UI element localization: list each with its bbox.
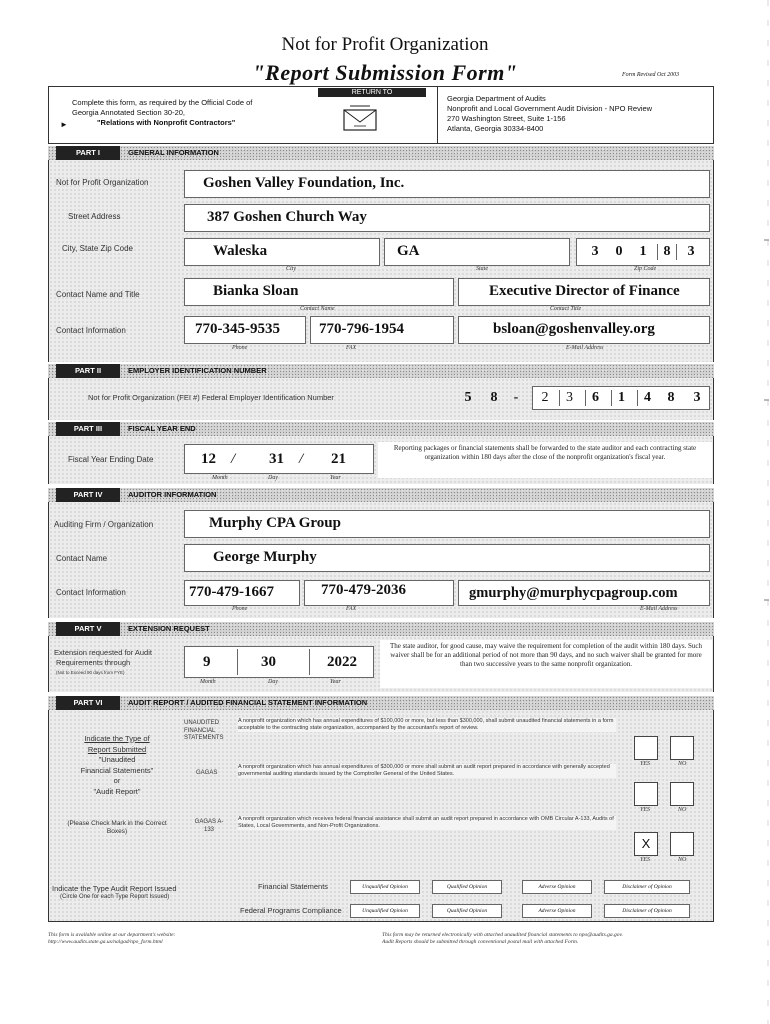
- fye-year-caption: Year: [330, 475, 341, 481]
- ein-digit-5: 6: [585, 390, 605, 406]
- report-type-line-5: or: [113, 776, 121, 785]
- part1-title: GENERAL INFORMATION: [128, 148, 219, 157]
- check-note-line-1: (Please Check Mark in the Correct: [67, 820, 167, 827]
- gagas-a133-label: GAGAS A-133: [194, 819, 224, 833]
- ein-digit-3: 2: [541, 390, 549, 405]
- extension-day-value: 30: [261, 654, 276, 670]
- ein-digit-2: 8: [490, 390, 498, 405]
- fye-month-value: 12: [201, 451, 216, 467]
- instructions-line-1: Complete this form, as required by the Official Code of: [72, 98, 253, 107]
- contact-name-title-label: Contact Name and Title: [56, 290, 140, 299]
- instructions-line-2: Georgia Annotated Section 30-20,: [72, 108, 185, 117]
- fye-day-caption: Day: [268, 475, 278, 481]
- audit-firm-label: Auditing Firm / Organization: [54, 520, 154, 529]
- scan-edge-marks: [760, 0, 770, 1024]
- report-issued-label: Indicate the Type Audit Report Issued: [52, 884, 177, 893]
- zip-field[interactable]: [576, 238, 710, 266]
- contact-name-caption: Contact Name: [300, 306, 335, 312]
- a133-yes-checkbox[interactable]: [634, 832, 658, 856]
- contact-info-label: Contact Information: [56, 326, 126, 335]
- phone-field[interactable]: [184, 316, 306, 344]
- footer-right: [382, 932, 714, 946]
- check-mark-instructions: [52, 820, 182, 836]
- unaudited-no-caption: NO: [678, 761, 687, 767]
- auditor-contact-field[interactable]: [184, 544, 710, 572]
- gagas-yes-caption: YES: [640, 807, 651, 813]
- report-issued-sublabel: (Circle One for each Type Report Issued): [60, 894, 170, 900]
- ein-dash: -: [513, 390, 519, 405]
- report-type-line-4: Financial Statements": [80, 765, 154, 775]
- email-field[interactable]: [458, 316, 710, 344]
- city-field[interactable]: [184, 238, 380, 266]
- fs-disclaimer-option[interactable]: Disclaimer of Opinion: [604, 880, 690, 894]
- fp-unqualified-option[interactable]: Unqualified Opinion: [350, 904, 420, 918]
- part6-label: PART VI: [56, 696, 120, 710]
- extension-year-caption: Year: [330, 679, 341, 685]
- footer-website-link[interactable]: http://www.audits.state.ga.us/nalgad/npo_form.html: [48, 939, 163, 945]
- street-value: 387 Goshen Church Way: [207, 209, 367, 225]
- part5-label: PART V: [56, 622, 120, 636]
- address-line-2: Nonprofit and Local Government Audit Division - NPO Review: [447, 104, 653, 113]
- auditor-phone-caption: Phone: [232, 606, 248, 612]
- zip-digit-5: 3: [687, 244, 695, 259]
- fye-day-value: 31: [269, 451, 284, 467]
- part2-label: PART II: [56, 364, 120, 378]
- state-caption: State: [476, 266, 488, 272]
- report-type-instructions: [52, 734, 182, 797]
- fax-field[interactable]: [310, 316, 454, 344]
- fs-unqualified-option[interactable]: Unqualified Opinion: [350, 880, 420, 894]
- contact-title-field[interactable]: [458, 278, 710, 306]
- extension-label-2: Requirements through: [56, 658, 131, 667]
- contact-title-value: Executive Director of Finance: [489, 283, 680, 299]
- extension-day-caption: Day: [268, 679, 278, 685]
- gagas-label: GAGAS: [196, 770, 218, 776]
- federal-programs-label: Federal Programs Compliance: [240, 906, 342, 915]
- extension-year-value: 2022: [327, 654, 357, 670]
- fye-year-value: 21: [331, 451, 346, 467]
- audit-firm-value: Murphy CPA Group: [209, 515, 341, 531]
- part1-header: [48, 146, 714, 160]
- part4-title: AUDITOR INFORMATION: [128, 490, 217, 499]
- street-field[interactable]: [184, 204, 710, 232]
- org-name-value: Goshen Valley Foundation, Inc.: [203, 175, 405, 191]
- financial-statements-label: Financial Statements: [258, 882, 329, 891]
- header-divider: [437, 86, 438, 144]
- contact-name-field[interactable]: [184, 278, 454, 306]
- auditor-email-value: gmurphy@murphycpagroup.com: [469, 585, 678, 601]
- fye-date-field[interactable]: 12 / 31 / 21: [184, 444, 374, 474]
- footer-left: [48, 932, 175, 946]
- auditor-fax-value: 770-479-2036: [321, 582, 406, 598]
- part1-label: PART I: [56, 146, 120, 160]
- unaudited-yes-checkbox[interactable]: [634, 736, 658, 760]
- part5-header: [48, 622, 714, 636]
- contact-name-value: Bianka Sloan: [213, 283, 299, 299]
- city-caption: City: [286, 266, 296, 272]
- city-value: Waleska: [213, 243, 268, 259]
- part5-title: EXTENSION REQUEST: [128, 624, 210, 633]
- return-address: [447, 94, 652, 134]
- part3-title: FISCAL YEAR END: [128, 424, 196, 433]
- auditor-fax-caption: FAX: [346, 606, 357, 612]
- unaudited-yes-caption: YES: [640, 761, 651, 767]
- auditor-phone-value: 770-479-1667: [189, 584, 274, 600]
- part3-header: [48, 422, 714, 436]
- phone-value: 770-345-9535: [195, 321, 280, 337]
- fp-adverse-option[interactable]: Adverse Opinion: [522, 904, 592, 918]
- unaudited-label: UNAUDITED FINANCIAL STATEMENTS: [184, 720, 224, 741]
- fp-disclaimer-option[interactable]: Disclaimer of Opinion: [604, 904, 690, 918]
- form-subtitle: "Report Submission Form": [252, 60, 518, 85]
- part2-header: [48, 364, 714, 378]
- fp-qualified-option[interactable]: Qualified Opinion: [432, 904, 502, 918]
- email-value: bsloan@goshenvalley.org: [493, 321, 655, 337]
- fax-value: 770-796-1954: [319, 321, 404, 337]
- zip-caption: Zip Code: [634, 266, 657, 272]
- audit-firm-field[interactable]: [184, 510, 710, 538]
- part4-header: [48, 488, 714, 502]
- address-line-3: 270 Washington Street, Suite 1-156: [447, 114, 566, 123]
- extension-note: The state auditor, for good cause, may waive the requirement for completion of the audit within 180 days. Such waiver shall be for an additional period of not more than 90 days, and no such waiver shall be granted for more than two successive years to the same nonprofit organization.: [380, 640, 712, 688]
- part3-label: PART III: [56, 422, 120, 436]
- a133-yes-caption: YES: [640, 857, 651, 863]
- a133-yes-check-mark: X: [641, 836, 651, 851]
- email-caption: E-Mail Address: [566, 345, 604, 351]
- auditor-info-label: Contact Information: [56, 588, 126, 597]
- part4-label: PART IV: [56, 488, 120, 502]
- auditor-email-caption: E-Mail Address: [640, 606, 678, 612]
- auditor-contact-value: George Murphy: [213, 549, 317, 565]
- report-type-line-3: "Unaudited: [98, 755, 136, 764]
- auditor-email-field[interactable]: [458, 580, 710, 606]
- unaudited-no-checkbox[interactable]: [670, 736, 694, 760]
- zip-digit-1: 3: [591, 244, 599, 259]
- form-title: Not for Profit Organization: [281, 34, 489, 55]
- gagas-a133-description: A nonprofit organization which receives federal financial assistance shall submit an audit report prepared in accordance with OMB Circular A-133, Audits of States, Local Governments, and Non-Profit Organizations.: [238, 816, 616, 830]
- part6-title: AUDIT REPORT / AUDITED FINANCIAL STATEMENT INFORMATION: [128, 698, 368, 707]
- return-to-label: RETURN TO: [318, 88, 426, 97]
- footer-left-line-1: This form is available online at our department's website:: [48, 932, 176, 938]
- gagas-no-caption: NO: [678, 807, 687, 813]
- zip-digit-3: 1: [639, 244, 647, 259]
- org-name-label: Not for Profit Organization: [56, 178, 149, 187]
- fs-qualified-option[interactable]: Qualified Opinion: [432, 880, 502, 894]
- instructions-line-3: "Relations with Nonprofit Contractors": [97, 118, 236, 127]
- footer-right-line-2: Audit Reports should be submitted through conventional postal mail with attached Form.: [382, 939, 579, 945]
- ein-digit-4: 3: [559, 390, 579, 406]
- extension-label-1: Extension requested for Audit: [54, 648, 152, 657]
- gagas-no-checkbox[interactable]: [670, 782, 694, 806]
- zip-digit-2: 0: [615, 244, 623, 259]
- fye-note: Reporting packages or financial statements shall be forwarded to the state auditor and each contracting state organization within 180 days after the close of the nonprofit organization's fiscal year.: [378, 442, 712, 478]
- ein-field[interactable]: [532, 386, 710, 410]
- report-type-line-6: "Audit Report": [93, 786, 141, 796]
- auditor-contact-label: Contact Name: [56, 554, 108, 563]
- address-line-1: Georgia Department of Audits: [447, 94, 546, 103]
- fs-adverse-option[interactable]: Adverse Opinion: [522, 880, 592, 894]
- org-name-field[interactable]: [184, 170, 710, 198]
- city-state-zip-label: City, State Zip Code: [62, 244, 133, 253]
- part2-title: EMPLOYER IDENTIFICATION NUMBER: [128, 366, 267, 375]
- mailbox-icon: [340, 104, 380, 132]
- ein-digit-6: 1: [611, 390, 631, 406]
- footer-right-line-1: This form may be returned electronically with attached unaudited financial statements to npo@audits.ga.gov.: [382, 932, 623, 938]
- gagas-description: A nonprofit organization which has annual expenditures of $300,000 or more shall submit an audit report prepared in accordance with generally accepted governmental auditing standards issued by the Comptroller General of the United States.: [238, 764, 616, 778]
- part6-header: [48, 696, 714, 710]
- state-value: GA: [397, 243, 420, 259]
- gagas-yes-checkbox[interactable]: [634, 782, 658, 806]
- extension-month-value: 9: [203, 654, 211, 670]
- extension-month-caption: Month: [200, 679, 216, 685]
- check-note-line-2: Boxes): [106, 828, 128, 835]
- fye-month-caption: Month: [212, 475, 228, 481]
- arrow-icon: ►: [60, 120, 68, 129]
- form-revision: Form Revised Oct 2003: [622, 72, 680, 78]
- unaudited-description: A nonprofit organization which has annual expenditures of $100,000 or more, but less than $300,000, shall submit unaudited financial statements in a form acceptable to the contracting state organization, accompanied by the accountant's report of review.: [238, 718, 616, 732]
- a133-no-caption: NO: [678, 857, 687, 863]
- ein-label: Not for Profit Organization (FEI #) Federal Employer Identification Number: [88, 393, 334, 402]
- phone-caption: Phone: [232, 345, 248, 351]
- zip-digit-4: 8: [657, 244, 677, 260]
- ein-digit-8: 8: [667, 390, 675, 405]
- contact-title-caption: Contact Title: [550, 306, 582, 312]
- auditor-phone-field[interactable]: [184, 580, 300, 606]
- report-type-line-2: Report Submitted: [87, 744, 147, 754]
- street-label: Street Address: [68, 212, 121, 221]
- report-type-line-1: Indicate the Type of: [84, 734, 150, 743]
- fax-caption: FAX: [346, 345, 357, 351]
- ein-digit-9: 3: [693, 390, 701, 405]
- ein-digit-1: 5: [464, 390, 472, 405]
- extension-date-field[interactable]: [184, 646, 374, 678]
- extension-limit-note: (Not to Exceed 90 days from FYE): [56, 670, 125, 675]
- state-field[interactable]: [384, 238, 570, 266]
- address-line-4: Atlanta, Georgia 30334-8400: [447, 124, 544, 133]
- ein-digit-7: 4: [637, 390, 657, 406]
- a133-no-checkbox[interactable]: [670, 832, 694, 856]
- instructions: [52, 98, 312, 128]
- auditor-fax-field[interactable]: [304, 580, 454, 606]
- fye-label: Fiscal Year Ending Date: [68, 455, 154, 464]
